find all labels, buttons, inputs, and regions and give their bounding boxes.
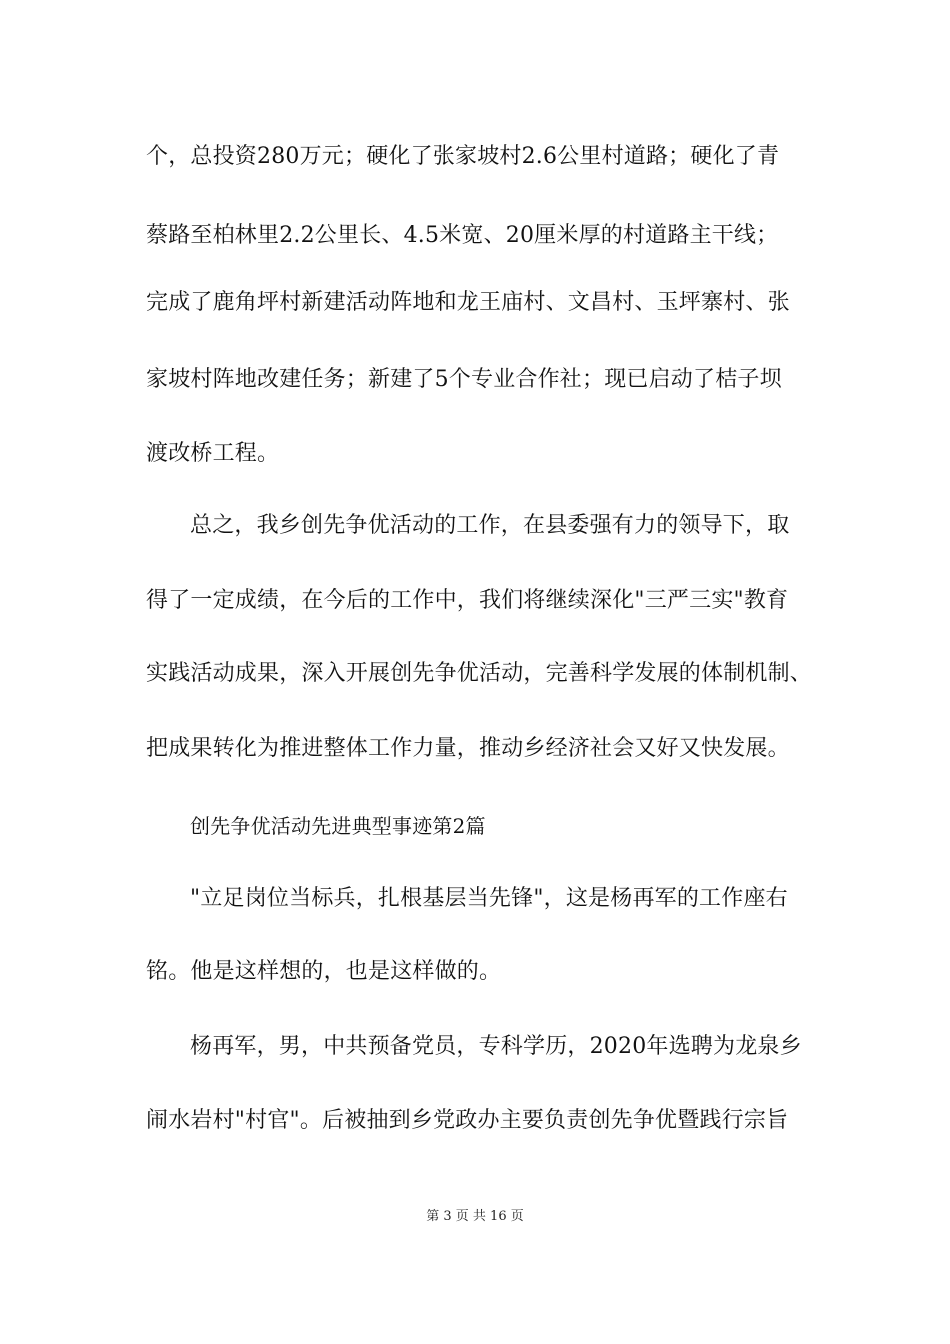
body-text-line: 得了一定成绩，在今后的工作中，我们将继续深化"三严三实"教育: [146, 588, 789, 613]
section-heading: 创先争优活动先进典型事迹第2篇: [190, 814, 486, 838]
body-text-line: 蔡路至柏林里2.2公里长、4.5米宽、20厘米厚的村道路主干线；: [146, 223, 779, 248]
body-text-line: 闹水岩村"村官"。后被抽到乡党政办主要负责创先争优暨践行宗旨: [146, 1108, 789, 1133]
body-text-line: 渡改桥工程。: [146, 441, 280, 466]
body-text-line: 铭。他是这样想的，也是这样做的。: [146, 959, 502, 984]
body-text-line: 个，总投资280万元；硬化了张家坡村2.6公里村道路；硬化了青: [146, 144, 780, 169]
body-text-line: 实践活动成果，深入开展创先争优活动，完善科学发展的体制机制、: [146, 661, 813, 686]
paragraph-first-line: "立足岗位当标兵，扎根基层当先锋"，这是杨再军的工作座右: [190, 886, 788, 911]
body-text-line: 完成了鹿角坪村新建活动阵地和龙王庙村、文昌村、玉坪寨村、张: [146, 290, 790, 315]
body-text-line: 把成果转化为推进整体工作力量，推动乡经济社会又好又快发展。: [146, 736, 790, 761]
paragraph-first-line: 杨再军，男，中共预备党员，专科学历，2020年选聘为龙泉乡: [190, 1034, 802, 1059]
paragraph-first-line: 总之，我乡创先争优活动的工作，在县委强有力的领导下，取: [190, 513, 790, 538]
body-text-line: 家坡村阵地改建任务；新建了5个专业合作社；现已启动了桔子坝: [146, 367, 782, 392]
page-number-footer: 第 3 页 共 16 页: [426, 1209, 524, 1224]
